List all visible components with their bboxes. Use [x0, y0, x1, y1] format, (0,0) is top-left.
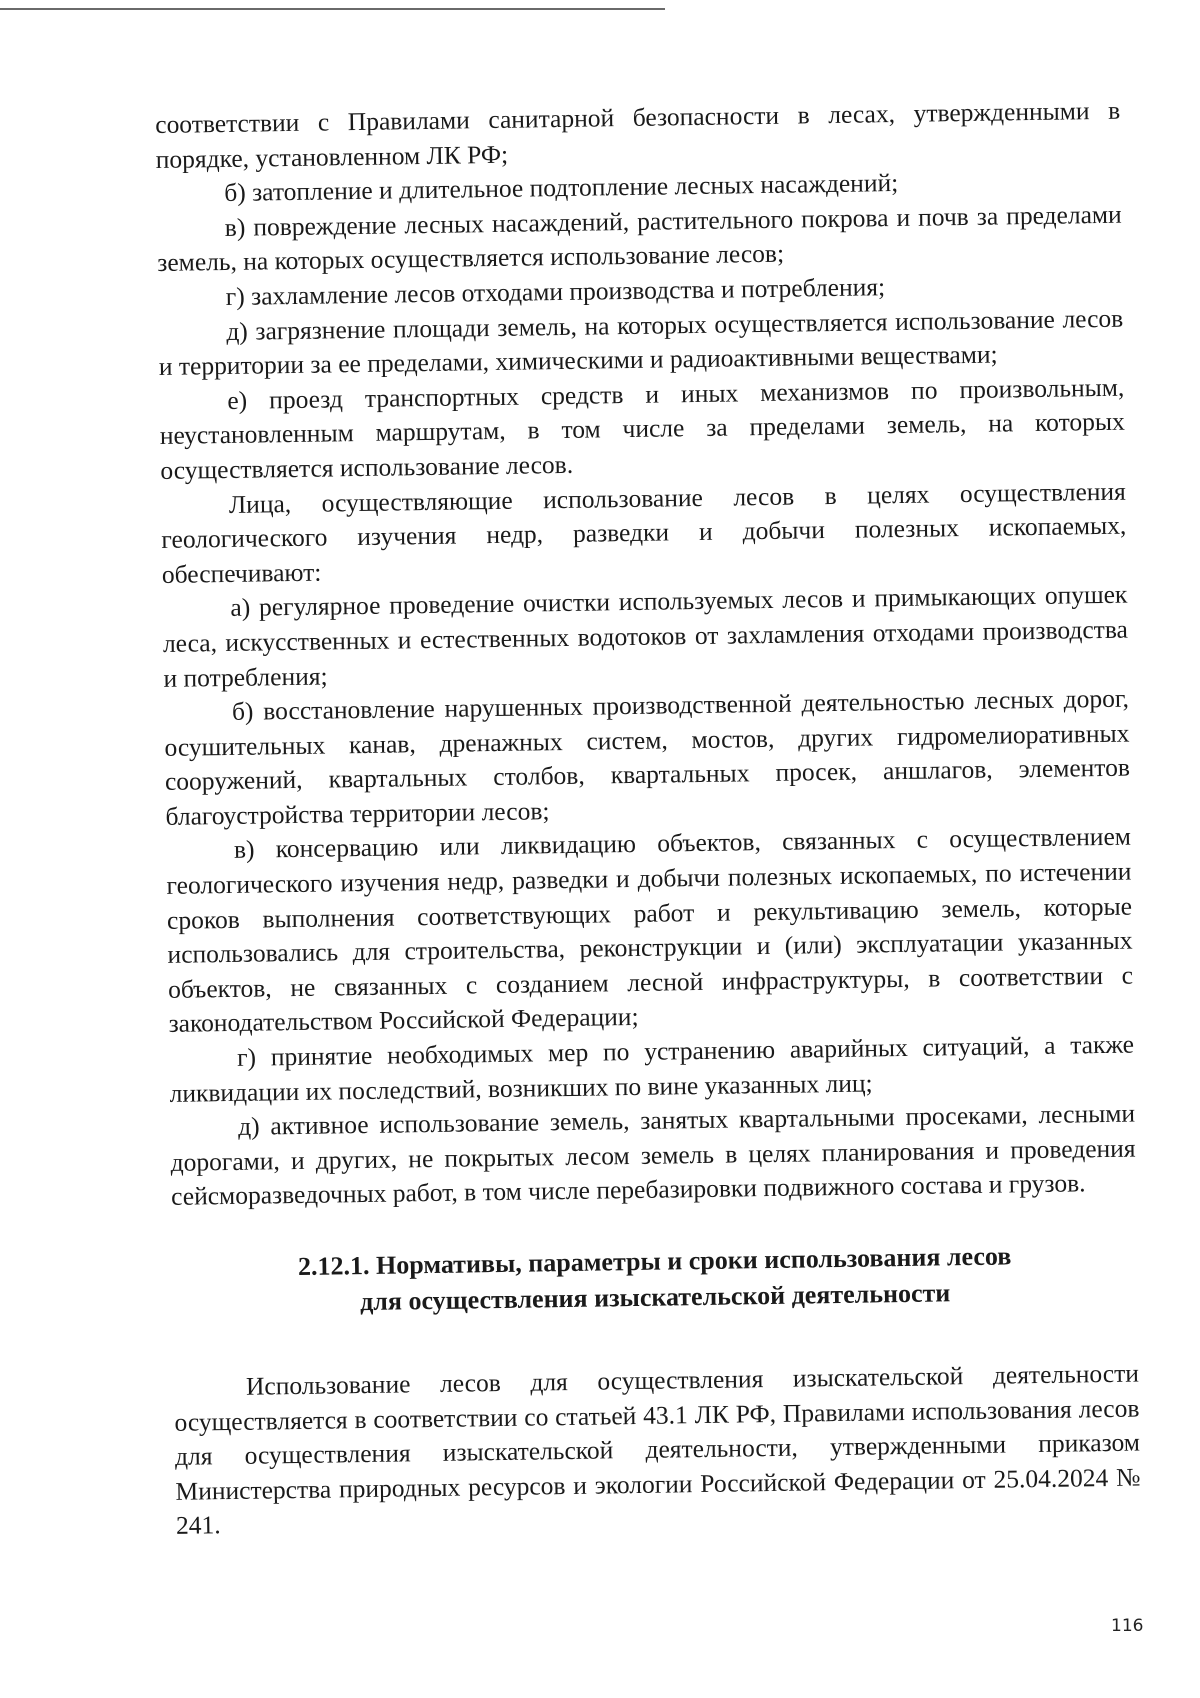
section-heading-line-1: 2.12.1. Нормативы, параметры и сроки использования лесов: [297, 1241, 1012, 1282]
list-item-g-littering: г) захламление лесов отходами производства и потребления;: [225, 272, 886, 311]
list-item-a-cleaning: а) регулярное проведение очистки используемых лесов и примыкающих опушек леса, искусственных и естественных водотоков от захламления отходами производства и потребления;: [162, 579, 1129, 693]
list-item-v-damage: в) повреждение лесных насаждений, растительного покрова и почв за пределами земель, на которых осуществляется использование лесов;: [157, 199, 1122, 278]
paragraph-continuation: соответствии с Правилами санитарной безопасности в лесах, утвержденными в порядке, установленном ЛК РФ;: [155, 95, 1121, 174]
list-item-d-pollution: д) загрязнение площади земель, на которых осуществляется использование лесов и территории за ее пределами, химическими и радиоактивными веществами;: [158, 303, 1124, 382]
list-item-v-conservation: в) консервацию или ликвидацию объектов, связанных с осуществлением геологического изучения недр, разведки и добычи полезных ископаемых, по истечении сроков выполнения соответствующих работ и рекультивацию земель, которые использовались для строительства, реконструкции и (или) эксплуатации указанных объектов, не связанных с созданием лесной инфраструктуры, в соответствии с законодательством Российской Федерации;: [166, 822, 1134, 1039]
list-item-d-land-use: д) активное использование земель, занятых квартальными просеками, лесными дорогами, и других, не покрытых лесом земель в целях планирования и проведения сейсморазведочных работ, в том числе перебазировки подвижного состава и грузов.: [170, 1098, 1136, 1212]
list-item-e-vehicles: е) проезд транспортных средств и иных механизмов по произвольным, неустановленным маршрутам, в том числе за пределами земель, на которых осуществляется использование лесов.: [159, 372, 1125, 485]
section-heading: [172, 1237, 1138, 1323]
document-page: [155, 94, 1141, 1544]
section-heading-line-2: для осуществления изыскательской деятельности: [359, 1278, 951, 1317]
list-item-g-emergency: г) принятие необходимых мер по устранению аварийных ситуаций, а также ликвидации их последствий, возникших по вине указанных лиц;: [169, 1029, 1135, 1108]
paragraph-obligations-intro: Лица, осуществляющие использование лесов в целях осуществления геологического изучения недр, разведки и добычи полезных ископаемых, обеспечивают:: [161, 476, 1127, 589]
page-number: 116: [1111, 1616, 1144, 1636]
scan-edge-line: [0, 8, 665, 10]
list-item-b-flooding: б) затопление и длительное подтопление лесных насаждений;: [224, 168, 899, 208]
list-item-b-restoration: б) восстановление нарушенных производственной деятельностью лесных дорог, осушительных канав, дренажных систем, мостов, других гидромелиоративных сооружений, квартальных столбов, квартальных просек, аншлагов, элементов благоустройства территории лесов;: [164, 683, 1131, 831]
paragraph-survey-activity: Использование лесов для осуществления изыскательской деятельности осуществляется в соответствии со статьей 43.1 ЛК РФ, Правилами использования лесов для осуществления изыскательской деятельности, утвержденными приказом Министерства природных ресурсов и экологии Российской Федерации от 25.04.2024 № 241.: [174, 1358, 1141, 1541]
